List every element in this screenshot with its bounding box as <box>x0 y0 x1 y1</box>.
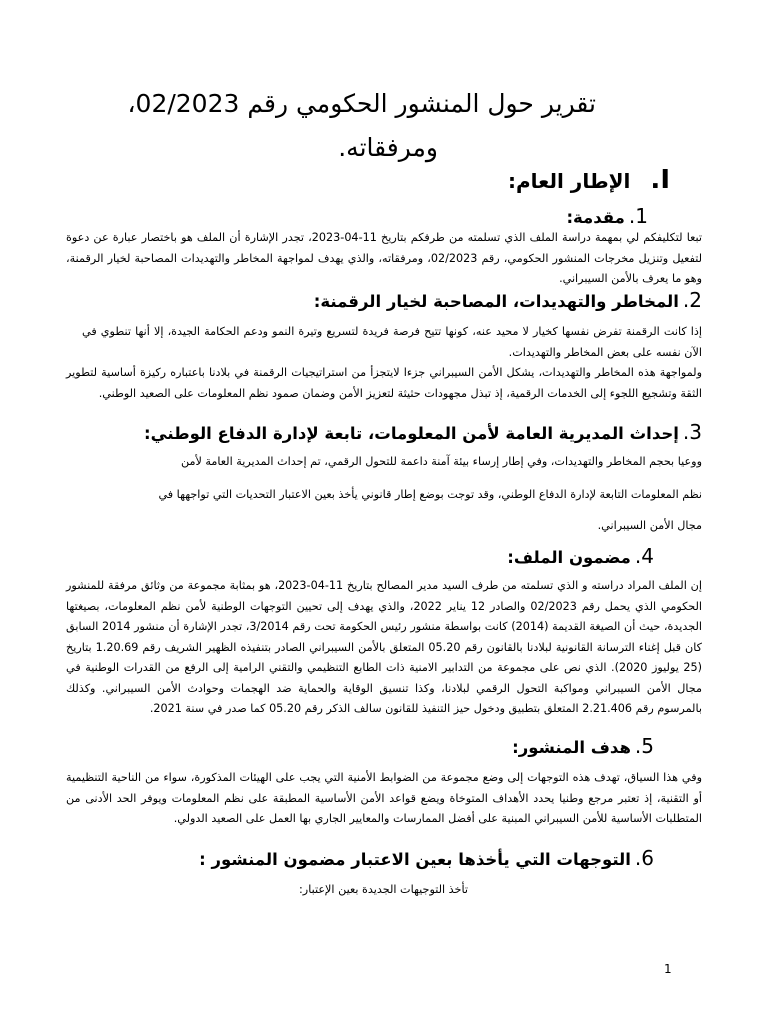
section-2-paragraph-2: ولمواجهة هذه المخاطر والتهديدات، يشكل الأمن السيبراني جزءا لايتجزأ من استراتيجيات الرقمنة في بلادنا باعتباره ركيزة أساسية لتطوير الثقة وتشجيع اللجوء إلى الخدمات الرقمية، إذ تبذل مجهودات حثيثة لتعزيز الأمن وضمان صمود نظم المعلومات على الصعيد الوطني. <box>66 366 702 400</box>
section-1-paragraph: تبعا لتكليفكم لي بمهمة دراسة الملف الذي تسلمته من طرفكم بتاريخ 11-04-2023، تجدر الإشارة أن الملف هو باختصار عبارة عن دعوة لتفعيل وتنزيل مخرجات المنشور الحكومي، رقم 02/2023، ومرفقاته، والذي يهدف لمواجهة المخاطر والتهديدات المصاحبة لخيار الرقمنة، وهو ما يعرف بالأمن السيبراني. <box>66 231 703 285</box>
section-heading-6: 6.التوجهات التي يأخذها بعين الاعتبار مضمون المنشور : <box>199 846 654 870</box>
part-numeral: I. <box>650 165 670 195</box>
part-heading <box>508 165 670 195</box>
section-6-paragraph: تأخذ التوجيهات الجديدة بعين الإعتبار: <box>299 883 468 896</box>
section-2-paragraph-1: إذا كانت الرقمنة تفرض نفسها كخيار لا محيد عنه، كونها تتيح فرصة فريدة لتسريع وتيرة النمو ودعم الحكامة الجيدة، إلا أنها تنطوي في الآن نفسه على بعض المخاطر والتهديدات. <box>82 325 702 359</box>
document-title-line-1: تقرير حول المنشور الحكومي رقم 02/2023، <box>127 89 596 118</box>
section-3-paragraph-line-1: ووعيا بحجم المخاطر والتهديدات، وفي إطار إرساء بيئة آمنة داعمة للتحول الرقمي، تم إحداث المديرية العامة لأمن <box>180 455 702 468</box>
page-number: 1 <box>664 962 672 976</box>
section-4-paragraph: إن الملف المراد دراسته و الذي تسلمته من طرف السيد مدير المصالح بتاريخ 11-04-2023، هو بمثابة مجموعة من وثائق مرفقة للمنشور الحكومي الذي يحمل رقم 02/2023 والصادر 12 يناير 2022، والذي يهدف إلى تحيين التوجهات الوطنية لأمن نظم المعلومات، بصيغتها الجديدة، حيث أن الصيغة القديمة (2014) كانت بواسطة منشور رئيس الحكومة تحت رقم 3/2014، تجدر الإشارة أن منشور 2014 السابق كان قبل إغناء الترسانة القانونية لبلادنا بالقانون رقم 05.20 المتعلق بالأمن السيبراني الصادر بتنفيذه الظهير الشريف رقم 1.20.69 بتاريخ (25 يوليوز 2020). الذي نص على مجموعة من التدابير الامنية ذات الطابع التنظيمي والتقني الرامية إلى الرفع من القدرات الوطنية في مجال الأمن السيبراني ومواكبة التحول الرقمي لبلادنا، وكذا تنسيق الوقاية والحماية ضد الهجمات وحوادث الأمن السيبراني. وكذلك بالمرسوم رقم 2.21.406 المتعلق بتطبيق ودخول حيز التنفيذ للقانون سالف الذكر رقم 05.20 كما صدر في سنة 2021. <box>66 579 703 715</box>
section-heading-1: 1.مقدمة: <box>566 204 648 228</box>
section-heading-5: 5.هدف المنشور: <box>512 734 654 758</box>
section-heading-2: 2.المخاطر والتهديدات، المصاحبة لخيار الرقمنة: <box>313 288 702 312</box>
section-3-paragraph-line-2: نظم المعلومات التابعة لإدارة الدفاع الوطني، وقد توجت بوضع إطار قانوني يأخذ بعين الاعتبار التحديات التي تواجهها في <box>158 488 702 501</box>
document-title-line-2: ومرفقاته. <box>338 133 438 162</box>
section-3-paragraph-line-3: مجال الأمن السيبراني. <box>597 519 702 532</box>
section-heading-4: 4.مضمون الملف: <box>507 544 654 568</box>
section-5-paragraph: وفي هذا السياق، تهدف هذه التوجهات إلى وضع مجموعة من الضوابط الأمنية التي يجب على الهيئات المذكورة، سواء من الناحية التنظيمية أو التقنية، إذ تعتبر مرجع وطنيا يحدد الأهداف المتوخاة ويضع قواعد الأمن الأساسية المطبقة على نظم المعلومات ويوفر الحد الأدنى من المتطلبات الأساسية للأمن السيبراني المبنية على أفضل الممارسات والمعايير الجاري بها العمل على الصعيد الدولي. <box>66 771 702 825</box>
part-title: الإطار العام: <box>508 169 631 193</box>
section-heading-3: 3.إحداث المديرية العامة لأمن المعلومات، تابعة لإدارة الدفاع الوطني: <box>144 420 702 444</box>
